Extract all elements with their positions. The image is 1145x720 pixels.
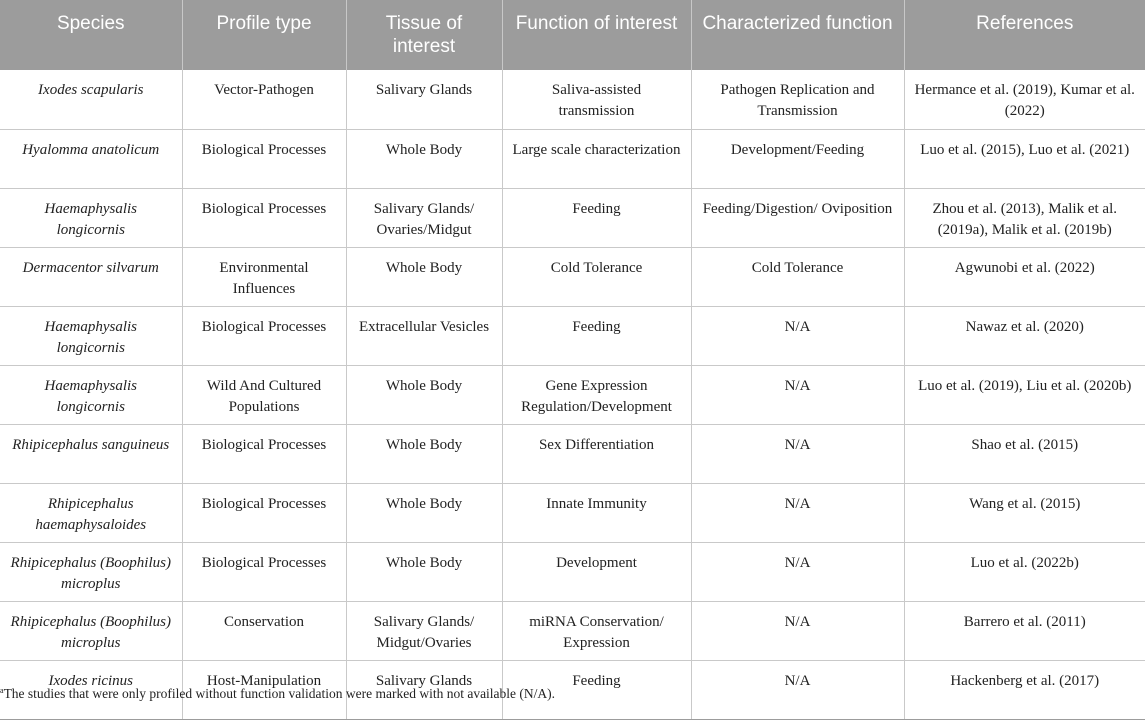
- tissue-cell: Extracellular Vesicles: [346, 306, 502, 365]
- header-profile-type-label: Profile type: [216, 13, 312, 34]
- profile-type-cell: Environmental Influences: [182, 247, 346, 306]
- profile-type-cell: Biological Processes: [182, 542, 346, 601]
- header-profile-type: [182, 0, 346, 70]
- header-function-of-interest: [502, 0, 691, 70]
- header-references-label: References: [976, 13, 1074, 34]
- profile-type-cell: Host-Manipulation: [182, 660, 346, 719]
- footnote-marker: a: [0, 686, 4, 695]
- references-cell: Zhou et al. (2013), Malik et al. (2019a), Malik et al. (2019b): [904, 188, 1145, 247]
- header-species: [0, 0, 182, 70]
- header-references: [904, 0, 1145, 70]
- function-cell: Saliva-assisted transmission: [502, 70, 691, 129]
- table-header: [0, 0, 1145, 70]
- header-function-label: Function of interest: [515, 13, 678, 34]
- table-row: [0, 247, 1145, 306]
- table-row: [0, 70, 1145, 129]
- characterized-function-cell: N/A: [691, 601, 904, 660]
- function-cell: Development: [502, 542, 691, 601]
- references-cell: Nawaz et al. (2020): [904, 306, 1145, 365]
- header-tissue: [346, 0, 502, 70]
- species-cell: Rhipicephalus sanguineus: [0, 424, 182, 483]
- references-cell: Shao et al. (2015): [904, 424, 1145, 483]
- header-characterized-label: Characterized function: [702, 13, 893, 34]
- characterized-function-cell: N/A: [691, 483, 904, 542]
- tissue-cell: Whole Body: [346, 542, 502, 601]
- characterized-function-cell: Feeding/Digestion/ Oviposition: [691, 188, 904, 247]
- tissue-cell: Whole Body: [346, 365, 502, 424]
- references-cell: Hermance et al. (2019), Kumar et al. (2022): [904, 70, 1145, 129]
- characterized-function-cell: N/A: [691, 542, 904, 601]
- references-cell: Agwunobi et al. (2022): [904, 247, 1145, 306]
- species-cell: Haemaphysalis longicornis: [0, 188, 182, 247]
- tissue-cell: Salivary Glands/ Midgut/Ovaries: [346, 601, 502, 660]
- references-cell: Luo et al. (2022b): [904, 542, 1145, 601]
- species-cell: Haemaphysalis longicornis: [0, 306, 182, 365]
- references-cell: Hackenberg et al. (2017): [904, 660, 1145, 719]
- species-cell: Dermacentor silvarum: [0, 247, 182, 306]
- species-cell: Rhipicephalus (Boophilus) microplus: [0, 542, 182, 601]
- characterized-function-cell: N/A: [691, 365, 904, 424]
- characterized-function-cell: Cold Tolerance: [691, 247, 904, 306]
- table-footnote: [0, 686, 555, 702]
- references-cell: Wang et al. (2015): [904, 483, 1145, 542]
- species-cell: Ixodes scapularis: [0, 70, 182, 129]
- characterized-function-cell: Development/Feeding: [691, 129, 904, 188]
- function-cell: Cold Tolerance: [502, 247, 691, 306]
- profile-type-cell: Vector-Pathogen: [182, 70, 346, 129]
- footnote-text: The studies that were only profiled without function validation were marked with not available (N/A).: [3, 686, 556, 701]
- profile-type-cell: Biological Processes: [182, 483, 346, 542]
- function-cell: Feeding: [502, 188, 691, 247]
- function-cell: Large scale characterization: [502, 129, 691, 188]
- table-row: [0, 483, 1145, 542]
- references-cell: Barrero et al. (2011): [904, 601, 1145, 660]
- profile-type-cell: Wild And Cultured Populations: [182, 365, 346, 424]
- tissue-cell: Whole Body: [346, 483, 502, 542]
- profile-type-cell: Biological Processes: [182, 188, 346, 247]
- tissue-cell: Whole Body: [346, 129, 502, 188]
- function-cell: Gene Expression Regulation/Development: [502, 365, 691, 424]
- table-row: [0, 188, 1145, 247]
- species-cell: Haemaphysalis longicornis: [0, 365, 182, 424]
- function-cell: Sex Differentiation: [502, 424, 691, 483]
- references-cell: Luo et al. (2015), Luo et al. (2021): [904, 129, 1145, 188]
- profile-type-cell: Biological Processes: [182, 306, 346, 365]
- tissue-cell: Whole Body: [346, 247, 502, 306]
- function-cell: miRNA Conservation/ Expression: [502, 601, 691, 660]
- table-row: [0, 424, 1145, 483]
- table-row: [0, 306, 1145, 365]
- species-cell: Hyalomma anatolicum: [0, 129, 182, 188]
- function-cell: Innate Immunity: [502, 483, 691, 542]
- table-row: [0, 542, 1145, 601]
- tissue-cell: Salivary Glands: [346, 660, 502, 719]
- profile-type-cell: Biological Processes: [182, 129, 346, 188]
- table-row: [0, 365, 1145, 424]
- header-tissue-label: Tissue of interest: [385, 13, 463, 57]
- characterized-function-cell: N/A: [691, 660, 904, 719]
- function-cell: Feeding: [502, 306, 691, 365]
- table-body: [0, 70, 1145, 719]
- header-characterized-function: [691, 0, 904, 70]
- tissue-cell: Salivary Glands/ Ovaries/Midgut: [346, 188, 502, 247]
- profile-type-cell: Conservation: [182, 601, 346, 660]
- tissue-cell: Salivary Glands: [346, 70, 502, 129]
- characterized-function-cell: N/A: [691, 424, 904, 483]
- characterized-function-cell: Pathogen Replication and Transmission: [691, 70, 904, 129]
- characterized-function-cell: N/A: [691, 306, 904, 365]
- table-row: [0, 129, 1145, 188]
- header-row: [0, 0, 1145, 70]
- table-row: [0, 601, 1145, 660]
- tissue-cell: Whole Body: [346, 424, 502, 483]
- profile-type-cell: Biological Processes: [182, 424, 346, 483]
- function-cell: Feeding: [502, 660, 691, 719]
- species-cell: Rhipicephalus (Boophilus) microplus: [0, 601, 182, 660]
- species-cell: Rhipicephalus haemaphysaloides: [0, 483, 182, 542]
- references-cell: Luo et al. (2019), Liu et al. (2020b): [904, 365, 1145, 424]
- species-cell: Ixodes ricinus: [0, 660, 182, 719]
- header-species-label: Species: [56, 13, 125, 34]
